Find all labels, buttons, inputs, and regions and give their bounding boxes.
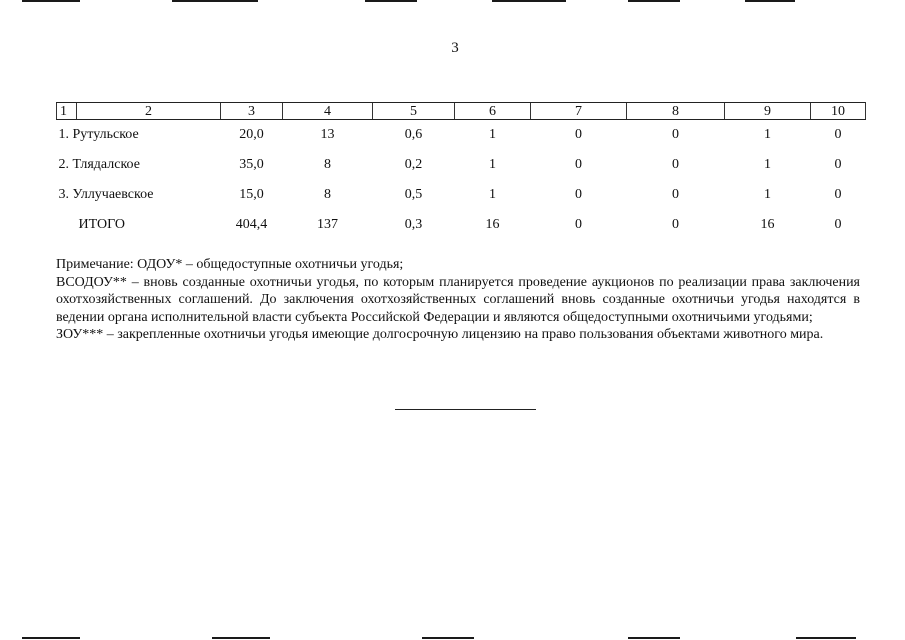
district-name: Тлядалское <box>72 157 140 172</box>
table-cell: 20,0 <box>239 127 264 142</box>
table-cell: 0 <box>575 157 582 172</box>
table-total-row <box>57 210 866 240</box>
note-odou: Примечание: ОДОУ* – общедоступные охотничьи угодья; <box>56 257 404 272</box>
total-cell: 0 <box>834 217 842 232</box>
scan-edge-mark <box>628 0 680 2</box>
column-header: 5 <box>373 103 455 120</box>
table-cell: 0 <box>834 187 842 202</box>
scan-edge-mark <box>422 637 474 639</box>
scan-edge-mark <box>796 637 856 639</box>
column-header: 9 <box>725 103 811 120</box>
table-cell: 15,0 <box>239 187 264 202</box>
table-cell: 0 <box>575 187 582 202</box>
column-header: 4 <box>283 103 373 120</box>
scan-edge-mark <box>22 637 80 639</box>
scan-edge-mark <box>172 0 258 2</box>
scan-edge-mark <box>745 0 795 2</box>
table-cell: 1 <box>764 127 771 142</box>
table-cell: 8 <box>324 157 331 172</box>
table-row <box>57 180 866 210</box>
table-cell: 35,0 <box>239 157 264 172</box>
table-cell: 0 <box>834 157 842 172</box>
table-cell: 0 <box>575 127 582 142</box>
notes-section <box>56 256 860 344</box>
table-cell: 8 <box>324 187 331 202</box>
total-cell: 16 <box>760 217 775 232</box>
row-number: 1. <box>58 127 69 142</box>
closing-divider <box>395 409 536 410</box>
table-cell: 0,6 <box>404 127 423 142</box>
total-cell: 137 <box>317 217 338 232</box>
row-label <box>57 180 221 210</box>
table-cell: 1 <box>764 157 771 172</box>
table-cell: 13 <box>320 127 335 142</box>
note-vsodou: ВСОДОУ** – вновь созданные охотничьи угодья, по которым планируется проведение аукционов по реализации права заключения охотхозяйственных соглашений. До заключения охотхозяйственных соглашений вновь созданные охотничьи угодья находятся в ведении органа исполнительной власти субъекта Российской Федерации и являются общедоступными охотничьими угодьями; <box>56 274 860 325</box>
row-number: 3. <box>58 187 69 202</box>
column-header: 8 <box>627 103 725 120</box>
column-header: 2 <box>77 103 221 120</box>
total-cell: 0 <box>575 217 582 232</box>
scan-edge-mark <box>365 0 417 2</box>
table-row <box>57 120 866 151</box>
column-header: 6 <box>455 103 531 120</box>
page-number: 3 <box>451 40 459 56</box>
table-cell: 1 <box>489 127 496 142</box>
scan-edge-mark <box>628 637 680 639</box>
table-cell: 0,5 <box>404 187 423 202</box>
hunting-grounds-table <box>56 102 866 240</box>
table-cell: 0 <box>672 157 679 172</box>
scan-edge-mark <box>492 0 566 2</box>
table-cell: 0,2 <box>404 157 423 172</box>
total-cell: 0 <box>672 217 679 232</box>
table-header-row <box>57 103 866 120</box>
column-header: 10 <box>811 103 866 120</box>
table-cell: 0 <box>672 187 679 202</box>
row-label <box>57 150 221 180</box>
scan-edge-mark <box>212 637 270 639</box>
table-cell: 1 <box>764 187 771 202</box>
note-zou: ЗОУ*** – закрепленные охотничьи угодья имеющие долгосрочную лицензию на право пользования объектами животного мира. <box>56 327 824 342</box>
row-label <box>57 120 221 151</box>
district-name: Рутульское <box>72 127 139 142</box>
table-cell: 0 <box>672 127 679 142</box>
district-name: Уллучаевское <box>72 187 154 202</box>
table-cell: 0 <box>834 127 842 142</box>
table-row <box>57 150 866 180</box>
total-cell: 16 <box>485 217 500 232</box>
column-header: 7 <box>531 103 627 120</box>
total-label: ИТОГО <box>78 217 125 232</box>
total-cell: 404,4 <box>235 217 268 232</box>
row-number: 2. <box>58 157 69 172</box>
column-header: 1 <box>57 103 77 120</box>
column-header: 3 <box>221 103 283 120</box>
table-cell: 1 <box>489 157 496 172</box>
total-cell: 0,3 <box>404 217 423 232</box>
scan-edge-mark <box>22 0 80 2</box>
table-cell: 1 <box>489 187 496 202</box>
